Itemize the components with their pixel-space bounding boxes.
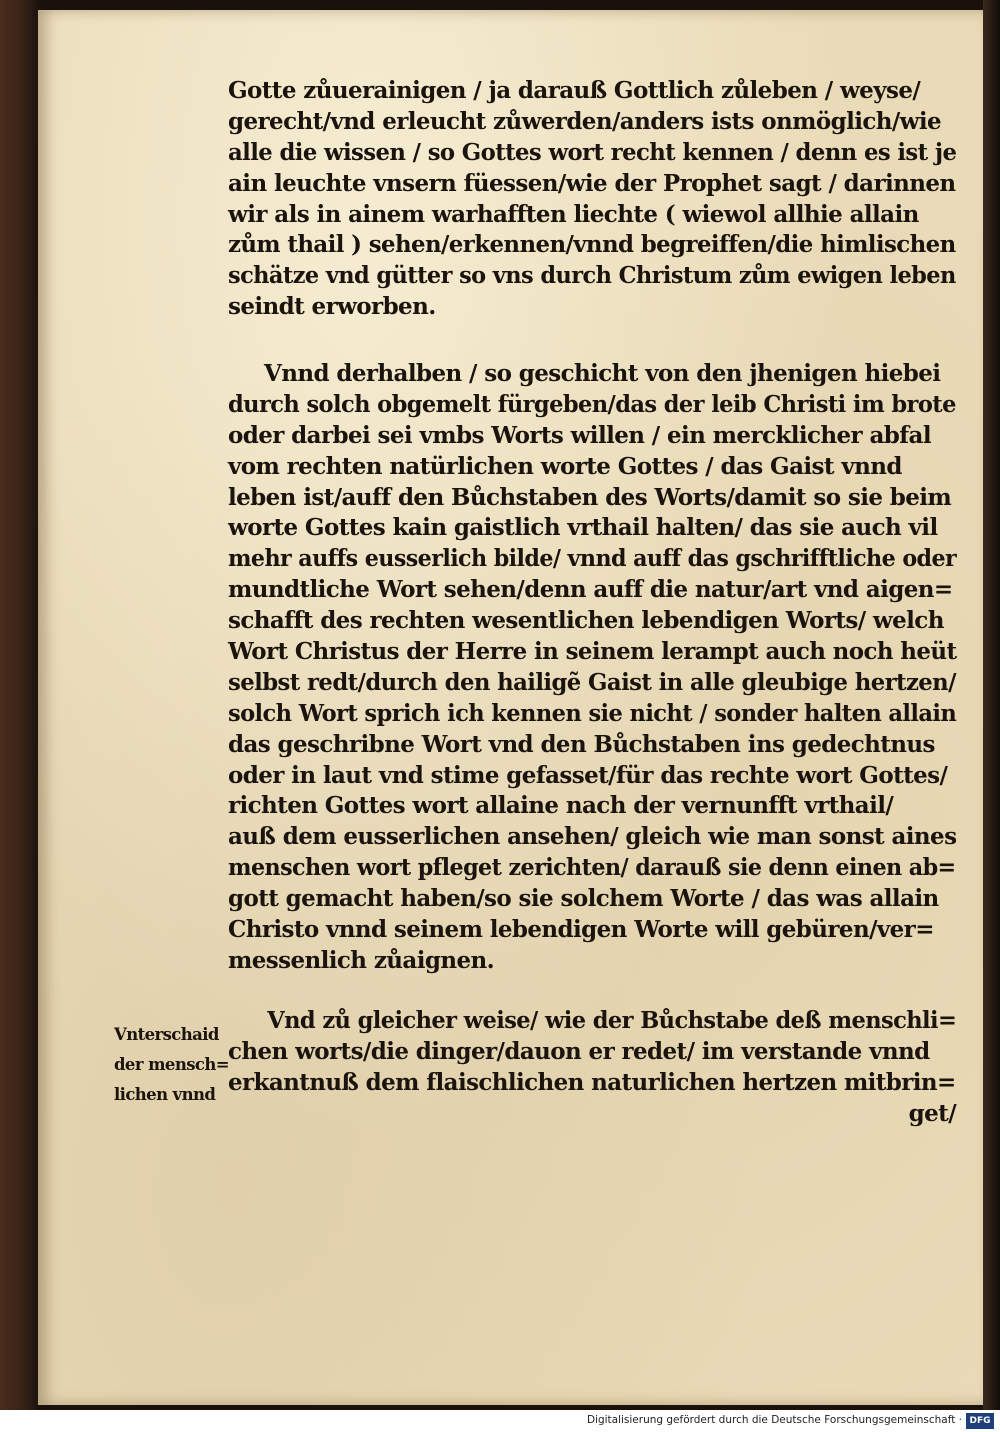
paragraph-2 xyxy=(228,359,956,977)
text-line: zům thail ) sehen/erkennen/vnnd begreiffen/die himlischen xyxy=(228,231,956,259)
margin-note-line: lichen vnnd xyxy=(114,1085,216,1104)
text-line: oder in laut vnd stime gefasset/für das rechte wort Gottes/ xyxy=(228,761,948,789)
text-line: richten Gottes wort allaine nach der vernunfft vrthail/ xyxy=(228,792,894,820)
text-line: wir als in ainem warhafften liechte ( wiewol allhie allain xyxy=(228,200,919,228)
dfg-logo-icon: DFG xyxy=(966,1413,994,1429)
text-line: selbst redt/durch den hailigẽ Gaist in alle gleubige hertzen/ xyxy=(228,668,956,696)
text-line: worte Gottes kain gaistlich vrthail halten/ das sie auch vil xyxy=(228,514,938,542)
footer-credit: Digitalisierung gefördert durch die Deutsche Forschungsgemeinschaft · xyxy=(586,1414,962,1426)
text-line: messenlich zůaignen. xyxy=(228,946,495,974)
text-line: Gotte zůuerainigen / ja darauß Gottlich zůleben / weyse/ xyxy=(228,77,921,104)
text-line: oder darbei sei vmbs Worts willen / ein mercklicher abfal xyxy=(228,421,931,449)
text-line: chen worts/die dinger/dauon er redet/ im verstande vnnd xyxy=(228,1037,930,1065)
text-line: mundtliche Wort sehen/denn auff die natur/art vnd aigen= xyxy=(228,576,953,604)
text-line: durch solch obgemelt fürgeben/das der leib Christi im brote xyxy=(228,390,956,418)
scan-right-edge xyxy=(983,0,1000,1410)
text-line: ain leuchte vnsern füessen/wie der Prophet sagt / darinnen xyxy=(228,169,956,197)
text-line: vom rechten natürlichen worte Gottes / das Gaist vnnd xyxy=(228,452,902,480)
text-line: das geschribne Wort vnd den Bůchstaben ins gedechtnus xyxy=(228,730,935,758)
text-line: Wort Christus der Herre in seinem lerampt auch noch heüt xyxy=(228,638,957,666)
text-line: menschen wort pfleget zerichten/ darauß sie denn einen ab= xyxy=(228,854,956,882)
paragraph-3 xyxy=(228,1006,956,1130)
margin-note xyxy=(114,1020,234,1110)
text-line: seindt erworben. xyxy=(228,293,436,321)
text-line: solch Wort sprich ich kennen sie nicht / sonder halten allain xyxy=(228,699,957,727)
text-line: schafft des rechten wesentlichen lebendigen Worts/ welch xyxy=(228,607,944,635)
text-line: auß dem eusserlichen ansehen/ gleich wie man sonst aines xyxy=(228,823,957,851)
text-line: Vnnd derhalben / so geschicht von den jhenigen hiebei xyxy=(264,360,941,387)
text-line: erkantnuß dem flaischlichen naturlichen hertzen mitbrin= xyxy=(228,1068,956,1096)
margin-note-line: Vnterschaid xyxy=(114,1025,219,1044)
text-line: gott gemacht haben/so sie solchem Worte / das was allain xyxy=(228,885,939,913)
text-line: leben ist/auff den Bůchstaben des Worts/damit so sie beim xyxy=(228,483,952,511)
text-line: mehr auffs eusserlich bilde/ vnnd auff das gschrifftliche oder xyxy=(228,545,957,573)
text-line: schätze vnd gütter so vns durch Christum zům ewigen leben xyxy=(228,262,956,290)
text-line: Christo vnnd seinem lebendigen Worte will gebüren/ver= xyxy=(228,916,934,944)
paragraph-1 xyxy=(228,76,956,323)
footer-bar xyxy=(0,1410,1000,1432)
text-line: gerecht/vnd erleucht zůwerden/anders ists onmöglich/wie xyxy=(228,107,942,135)
margin-note-line: der mensch= xyxy=(114,1055,229,1074)
catchword: get/ xyxy=(908,1099,956,1127)
text-line: alle die wissen / so Gottes wort recht kennen / denn es ist je xyxy=(228,138,957,166)
text-line: Vnd zů gleicher weise/ wie der Bůchstabe deß menschli= xyxy=(267,1007,957,1034)
